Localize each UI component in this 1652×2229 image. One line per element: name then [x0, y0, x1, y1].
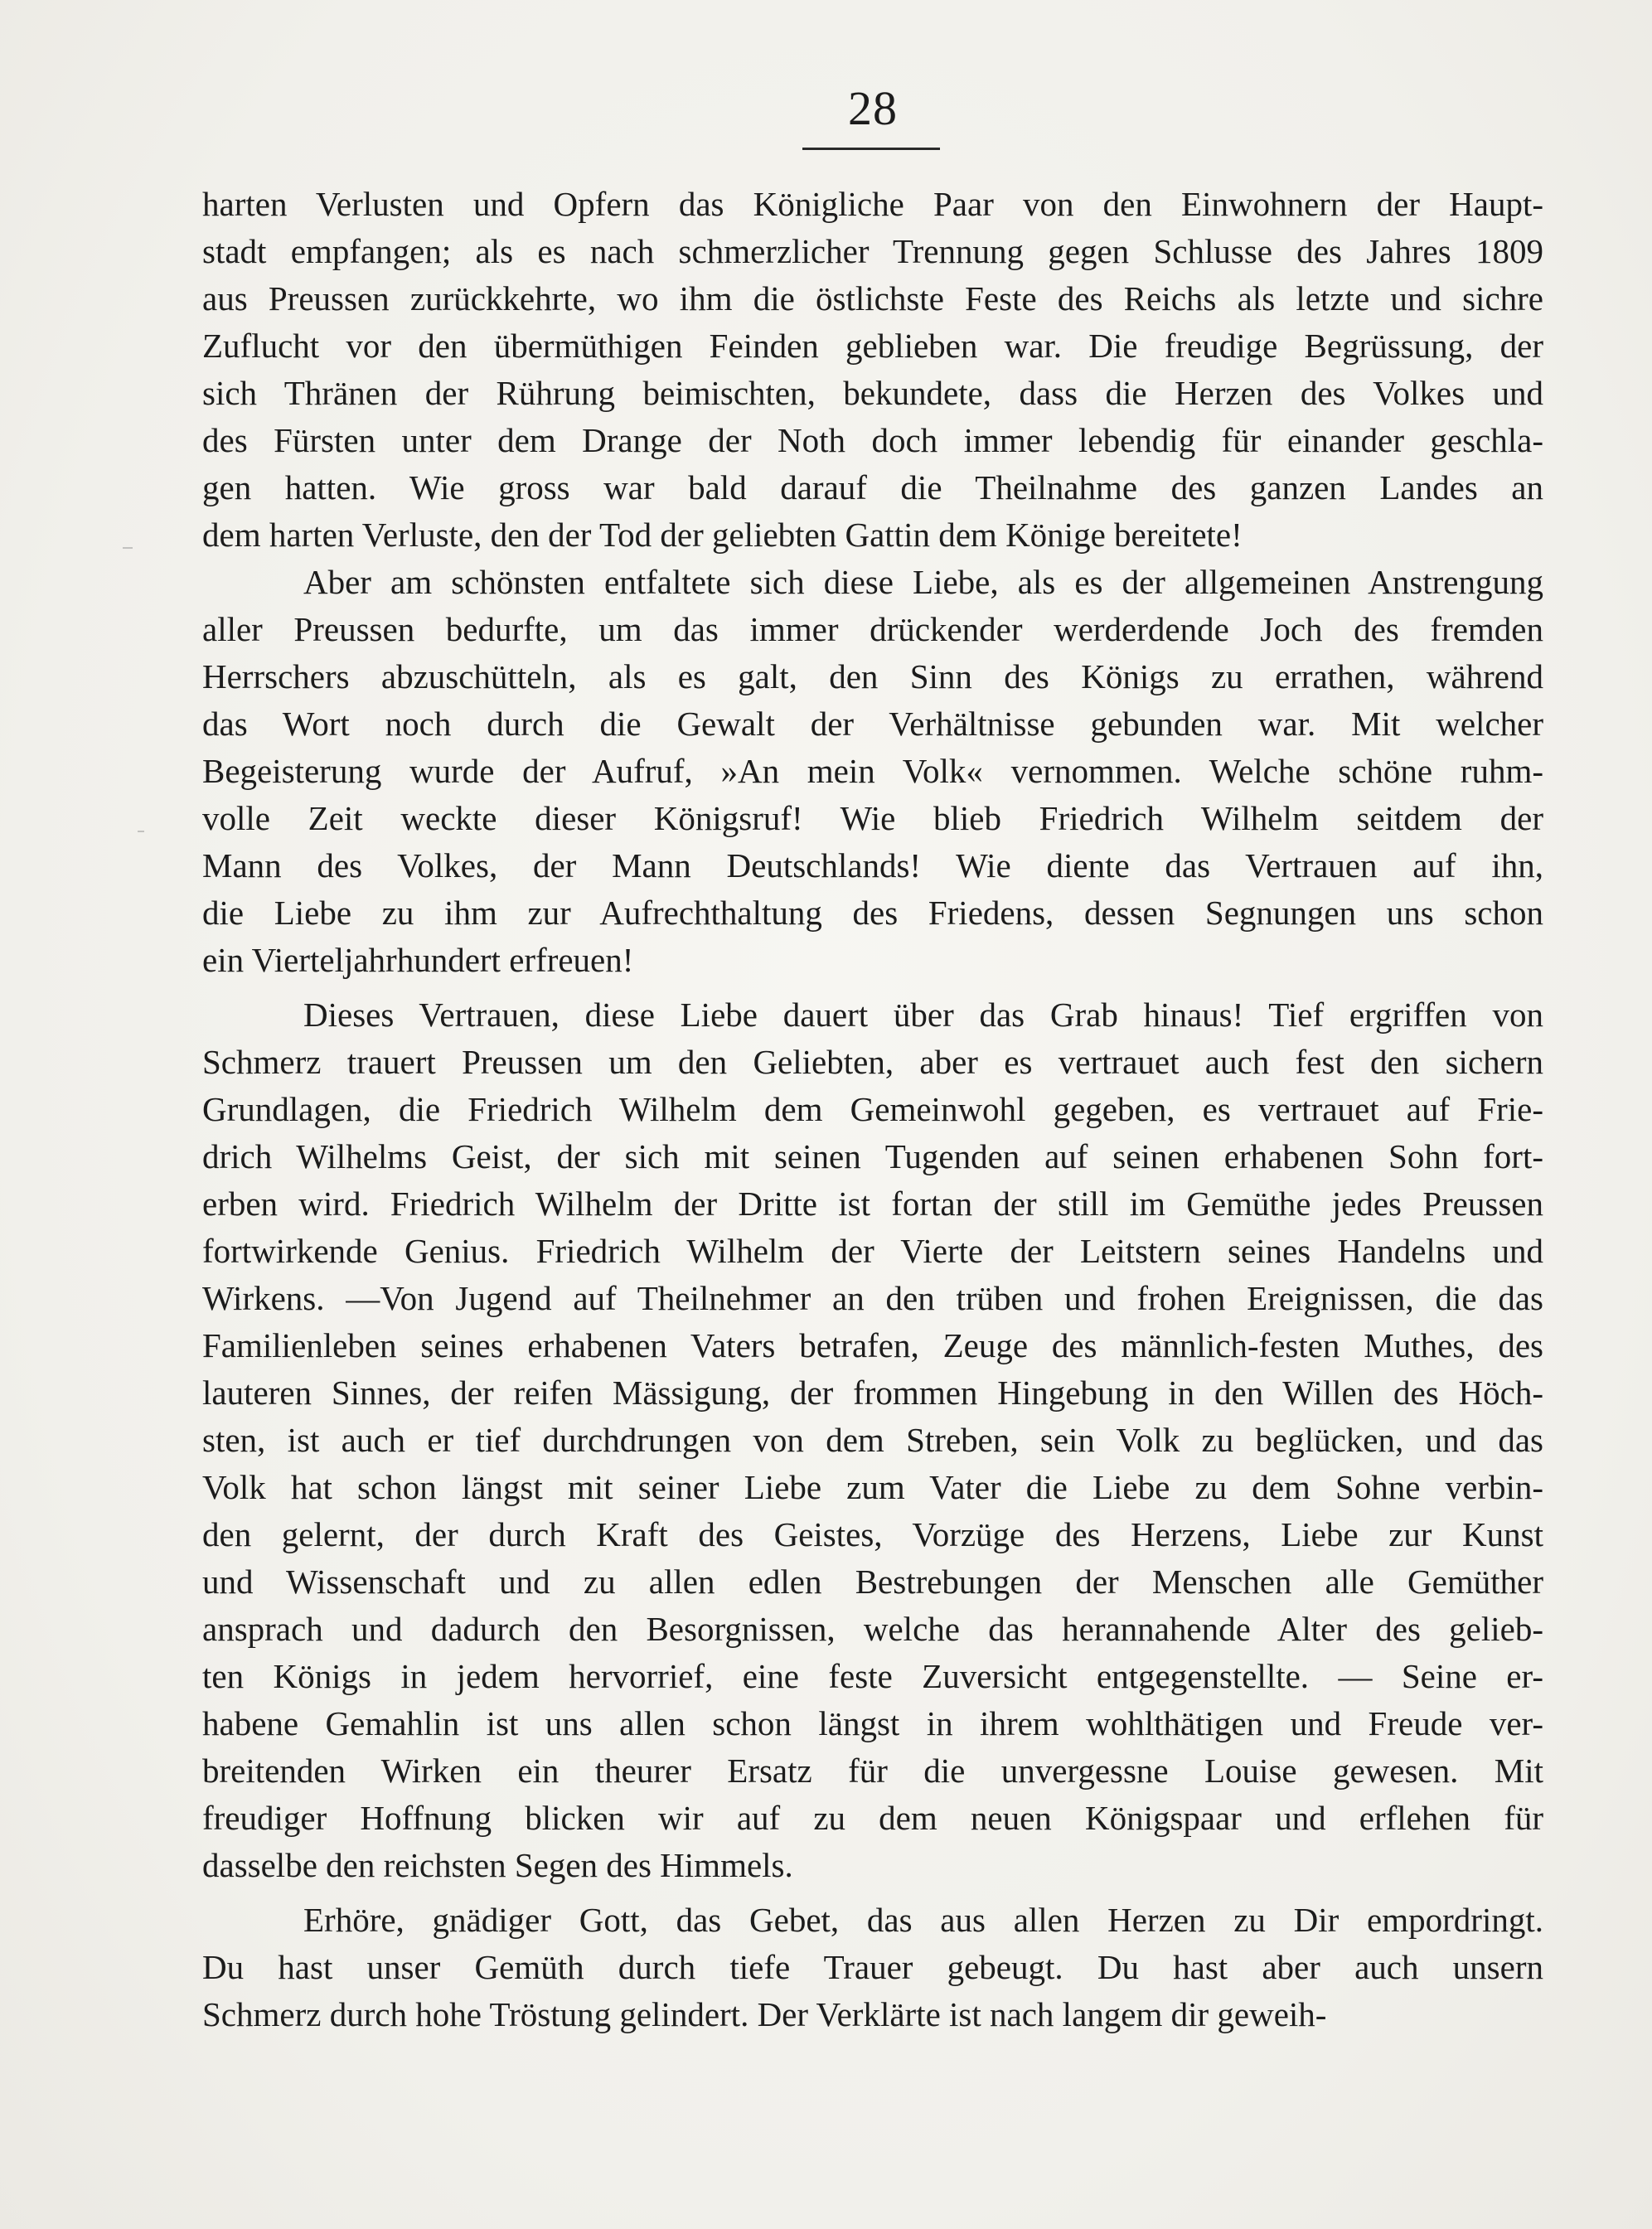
text-line: Schmerz durch hohe Tröstung gelindert. Der Verklärte ist nach langem dir geweih-	[202, 1995, 1327, 2033]
text-line: sten, ist auch er tief durchdrungen von dem Streben, sein Volk zu beglücken, und das	[202, 1421, 1543, 1459]
text-line: Dieses Vertrauen, diese Liebe dauert über das Grab hinaus! Tief ergriffen von	[303, 996, 1543, 1034]
text-line: erben wird. Friedrich Wilhelm der Dritte ist fortan der still im Gemüthe jedes Preussen	[202, 1185, 1543, 1223]
text-line: sich Thränen der Rührung beimischten, bekundete, dass die Herzen des Volkes und	[202, 374, 1543, 412]
paragraph	[202, 181, 1543, 559]
text-line: dem harten Verluste, den der Tod der geliebten Gattin dem Könige bereitete!	[202, 516, 1243, 554]
text-line: des Fürsten unter dem Drange der Noth doch immer lebendig für einander geschla-	[202, 421, 1543, 459]
text-line: ansprach und dadurch den Besorgnissen, welche das herannahende Alter des gelieb-	[202, 1610, 1543, 1648]
text-line: Herrschers abzuschütteln, als es galt, den Sinn des Königs zu errathen, während	[202, 657, 1543, 695]
text-line: fortwirkende Genius. Friedrich Wilhelm der Vierte der Leitstern seines Handelns und	[202, 1232, 1543, 1270]
text-line: harten Verlusten und Opfern das Königliche Paar von den Einwohnern der Haupt-	[202, 185, 1543, 223]
text-line: freudiger Hoffnung blicken wir auf zu dem neuen Königspaar und erflehen für	[202, 1799, 1543, 1837]
text-line: aller Preussen bedurfte, um das immer drückender werderdende Joch des fremden	[202, 610, 1543, 648]
text-line: gen hatten. Wie gross war bald darauf die Theilnahme des ganzen Landes an	[202, 468, 1543, 506]
text-line: Schmerz trauert Preussen um den Geliebten, aber es vertrauet auch fest den sichern	[202, 1043, 1543, 1081]
text-line: Familienleben seines erhabenen Vaters betrafen, Zeuge des männlich-festen Muthes, des	[202, 1326, 1543, 1364]
text-line: Begeisterung wurde der Aufruf, »An mein Volk« vernommen. Welche schöne ruhm-	[202, 752, 1543, 790]
text-line: Aber am schönsten entfaltete sich diese Liebe, als es der allgemeinen Anstrengung	[303, 563, 1543, 601]
text-line: die Liebe zu ihm zur Aufrechthaltung des Friedens, dessen Segnungen uns schon	[202, 894, 1543, 932]
text-line: Du hast unser Gemüth durch tiefe Trauer gebeugt. Du hast aber auch unsern	[202, 1948, 1543, 1986]
text-line: lauteren Sinnes, der reifen Mässigung, der frommen Hingebung in den Willen des Höch-	[202, 1374, 1543, 1412]
text-line: den gelernt, der durch Kraft des Geistes, Vorzüge des Herzens, Liebe zur Kunst	[202, 1515, 1543, 1553]
paragraph	[202, 1897, 1543, 2038]
paragraph-gap	[202, 1889, 1543, 1897]
text-line: drich Wilhelms Geist, der sich mit seinen Tugenden auf seinen erhabenen Sohn fort-	[202, 1137, 1543, 1175]
text-line: Mann des Volkes, der Mann Deutschlands! Wie diente das Vertrauen auf ihn,	[202, 846, 1543, 884]
text-line: breitenden Wirken ein theurer Ersatz für die unvergessne Louise gewesen. Mit	[202, 1752, 1543, 1790]
text-line: Grundlagen, die Friedrich Wilhelm dem Gemeinwohl gegeben, es vertrauet auf Frie-	[202, 1090, 1543, 1128]
paragraph	[202, 559, 1543, 984]
text-line: Volk hat schon längst mit seiner Liebe zum Vater die Liebe zu dem Sohne verbin-	[202, 1468, 1543, 1506]
text-line: volle Zeit weckte dieser Königsruf! Wie blieb Friedrich Wilhelm seitdem der	[202, 799, 1543, 837]
page-number-rule	[802, 148, 940, 150]
text-line: habene Gemahlin ist uns allen schon längst in ihrem wohlthätigen und Freude ver-	[202, 1704, 1543, 1742]
text-line: Erhöre, gnädiger Gott, das Gebet, das aus allen Herzen zu Dir empordringt.	[303, 1901, 1543, 1939]
text-line: aus Preussen zurückkehrte, wo ihm die östlichste Feste des Reichs als letzte und sichre	[202, 279, 1543, 317]
text-line: ten Königs in jedem hervorrief, eine feste Zuversicht entgegenstellte. — Seine er-	[202, 1657, 1543, 1695]
text-line: stadt empfangen; als es nach schmerzlicher Trennung gegen Schlusse des Jahres 1809	[202, 232, 1543, 270]
text-line: und Wissenschaft und zu allen edlen Bestrebungen der Menschen alle Gemüther	[202, 1563, 1543, 1601]
text-line: das Wort noch durch die Gewalt der Verhältnisse gebunden war. Mit welcher	[202, 705, 1543, 743]
page-number: 28	[848, 81, 898, 135]
paragraph-gap	[202, 984, 1543, 991]
paragraph	[202, 991, 1543, 1889]
text-line: Wirkens. —Von Jugend auf Theilnehmer an den trüben und frohen Ereignissen, die das	[202, 1279, 1543, 1317]
scan-speck	[138, 831, 144, 832]
text-line: ein Vierteljahrhundert erfreuen!	[202, 941, 634, 979]
body-text	[202, 181, 1543, 2038]
scan-speck	[123, 547, 133, 549]
text-line: Zuflucht vor den übermüthigen Feinden geblieben war. Die freudige Begrüssung, der	[202, 327, 1543, 365]
text-line: dasselbe den reichsten Segen des Himmels.	[202, 1846, 793, 1884]
